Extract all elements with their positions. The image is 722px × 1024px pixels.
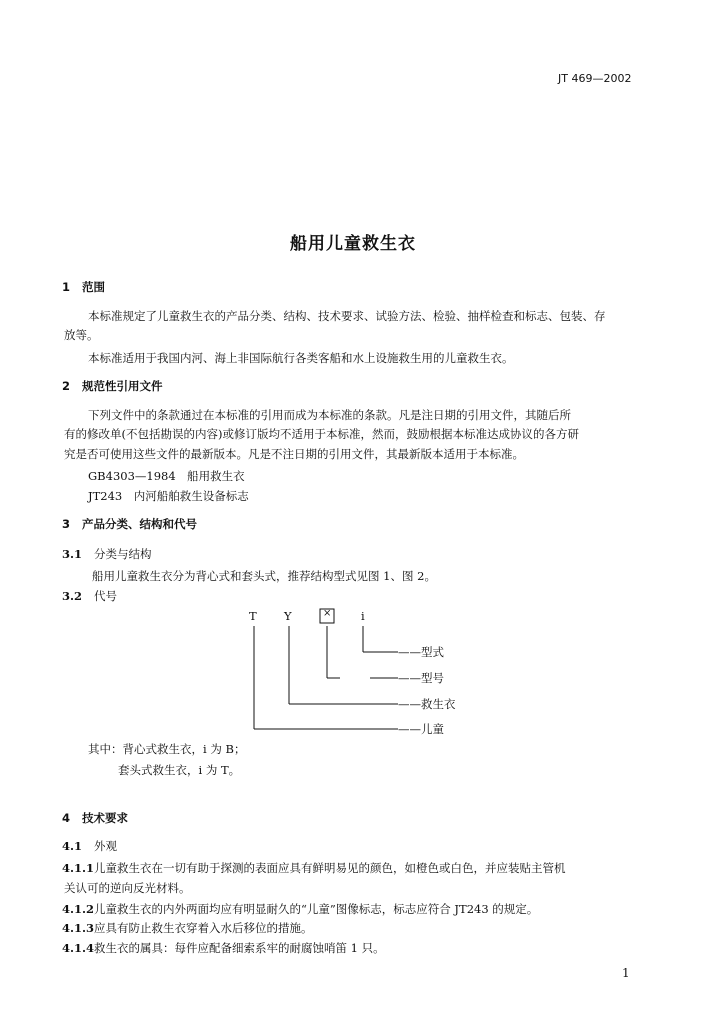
code-label-child: ——儿童 bbox=[398, 722, 444, 736]
clause-4-1-1-line2: 关认可的逆向反光材料。 bbox=[64, 881, 191, 895]
clause-4-1-1: 4.1.1儿童救生衣在一切有助于探测的表面应具有鲜明易见的颜色，如橙色或白色，并应装贴主管机 bbox=[62, 861, 566, 875]
reference-item: JT243 内河船舶救生设备标志 bbox=[88, 489, 249, 503]
section-3-heading: 3 产品分类、结构和代号 bbox=[62, 517, 197, 531]
clause-4-1-2: 4.1.2儿童救生衣的内外两面均应有明显耐久的“儿童”图像标志，标志应符合 JT243 的规定。 bbox=[62, 902, 539, 916]
page-title: 船用儿童救生衣 bbox=[290, 234, 416, 254]
sec1-para1-line1: 本标准规定了儿童救生衣的产品分类、结构、技术要求、试验方法、检验、抽样检查和标志、包装、存 bbox=[88, 309, 606, 323]
section-4-heading: 4 技术要求 bbox=[62, 811, 128, 825]
code-letter-i: i bbox=[361, 609, 365, 623]
section-3-2-heading: 3.2 代号 bbox=[62, 589, 117, 603]
sec1-para1-line2: 放等。 bbox=[64, 328, 99, 342]
section-2-heading: 2 规范性引用文件 bbox=[62, 379, 163, 393]
sec2-para-line2: 有的修改单(不包括勘误的内容)或修订版均不适用于本标准，然而，鼓励根据本标准达成协议的各方研 bbox=[64, 427, 579, 441]
clause-4-1-4: 4.1.4救生衣的属具：每件应配备细索系牢的耐腐蚀哨笛 1 只。 bbox=[62, 941, 385, 955]
code-note-line2: 套头式救生衣，i 为 T。 bbox=[118, 763, 241, 777]
sec1-para2: 本标准适用于我国内河、海上非国际航行各类客船和水上设施救生用的儿童救生衣。 bbox=[88, 351, 514, 365]
code-letter-x: × bbox=[323, 608, 332, 619]
clause-4-1-3: 4.1.3应具有防止救生衣穿着入水后移位的措施。 bbox=[62, 921, 313, 935]
code-label-type: ——型式 bbox=[398, 645, 444, 659]
standard-code: JT 469—2002 bbox=[558, 72, 632, 85]
code-label-lifejacket: ——救生衣 bbox=[398, 697, 456, 711]
code-note-line1: 其中：背心式救生衣，i 为 B； bbox=[88, 742, 246, 756]
code-letter-t: T bbox=[249, 609, 257, 623]
sec2-para-line3: 究是否可使用这些文件的最新版本。凡是不注日期的引用文件，其最新版本适用于本标准。 bbox=[64, 447, 524, 461]
code-letter-y: Y bbox=[284, 609, 292, 623]
section-1-heading: 1 范围 bbox=[62, 280, 105, 294]
section-4-1-heading: 4.1 外观 bbox=[62, 839, 117, 853]
page-number: 1 bbox=[622, 966, 630, 980]
reference-item: GB4303—1984 船用救生衣 bbox=[88, 469, 245, 483]
section-3-1-heading: 3.1 分类与结构 bbox=[62, 547, 152, 561]
sec3-1-text: 船用儿童救生衣分为背心式和套头式，推荐结构型式见图 1、图 2。 bbox=[92, 569, 436, 583]
sec2-para-line1: 下列文件中的条款通过在本标准的引用而成为本标准的条款。凡是注日期的引用文件，其随后所 bbox=[88, 408, 571, 422]
code-label-model: ——型号 bbox=[398, 671, 444, 685]
